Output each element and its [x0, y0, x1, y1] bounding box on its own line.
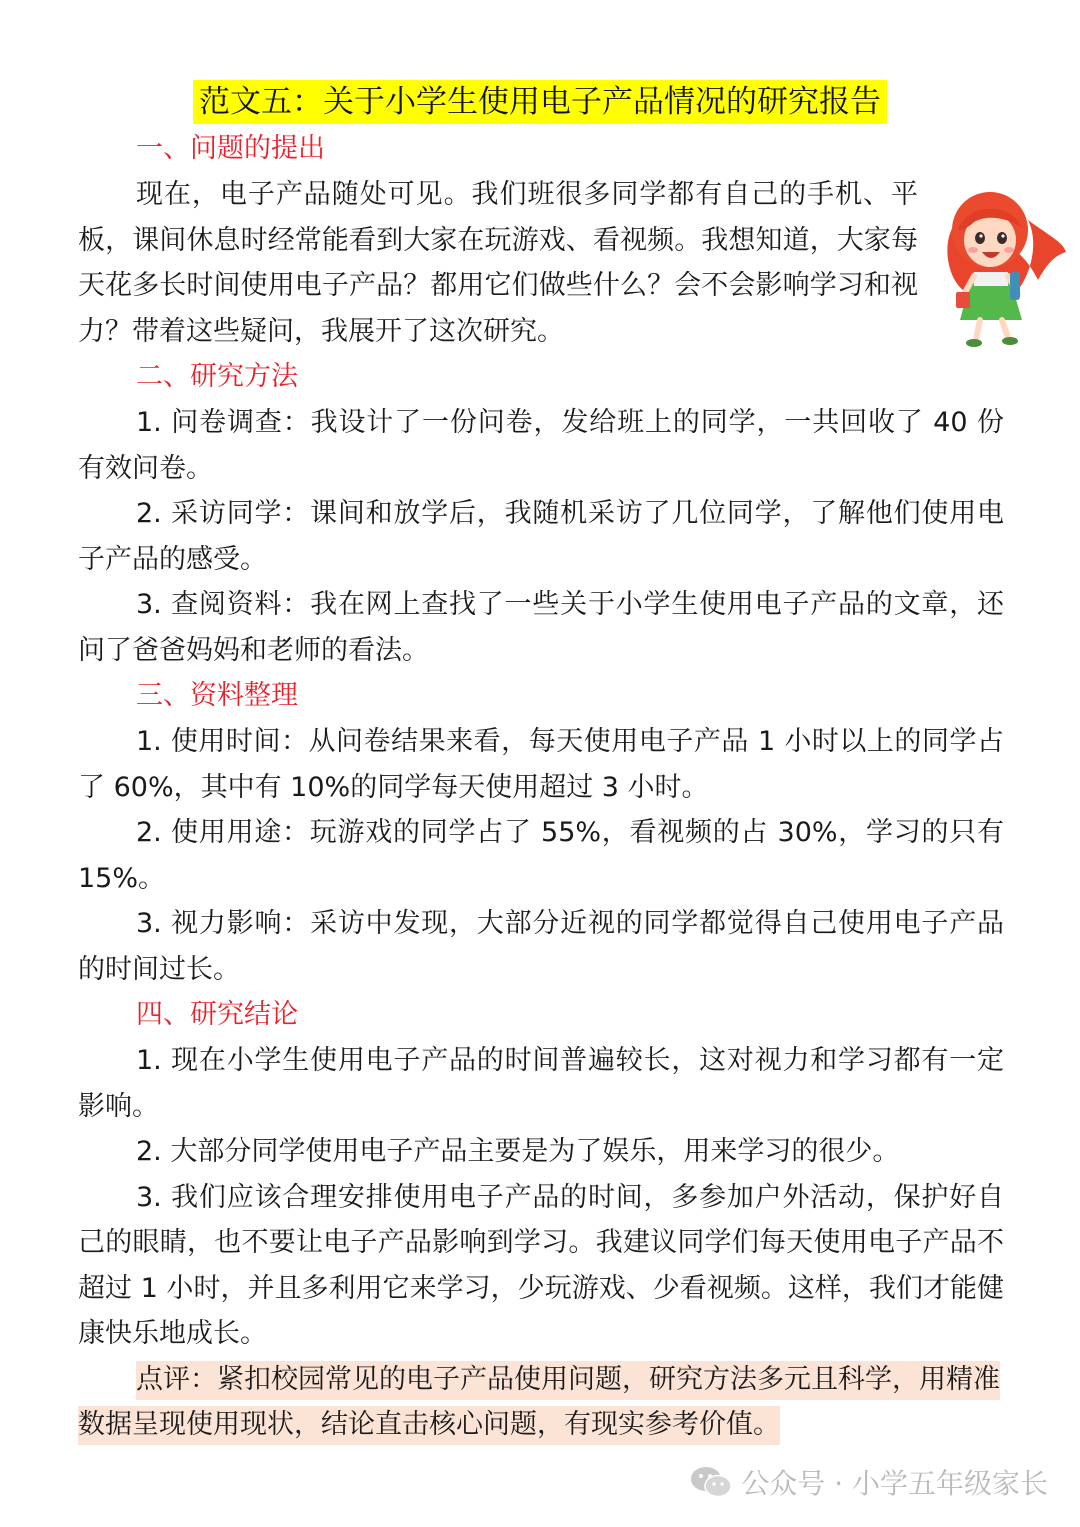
paragraph: 3. 查阅资料：我在网上查找了一些关于小学生使用电子产品的文章，还问了爸爸妈妈和老师的看法。 — [78, 589, 1004, 666]
section-heading: 一、问题的提出 — [136, 133, 325, 164]
comment-text: 点评：紧扣校园常见的电子产品使用问题，研究方法多元且科学，用精准数据呈现使用现状，结论直击核心问题，有现实参考价值。 — [78, 1361, 1000, 1446]
section-data — [78, 673, 1004, 992]
paragraph: 1. 使用时间：从问卷结果来看，每天使用电子产品 1 小时以上的同学占了 60%，其中有 10%的同学每天使用超过 3 小时。 — [78, 726, 1004, 803]
paragraph: 2. 采访同学：课间和放学后，我随机采访了几位同学，了解他们使用电子产品的感受。 — [78, 498, 1004, 575]
footer — [689, 1462, 1048, 1502]
section-heading: 四、研究结论 — [136, 999, 298, 1030]
paragraph: 2. 使用用途：玩游戏的同学占了 55%，看视频的占 30%，学习的只有 15%。 — [78, 817, 1004, 894]
paragraph: 1. 现在小学生使用电子产品的时间普遍较长，这对视力和学习都有一定影响。 — [78, 1045, 1004, 1122]
paragraph: 3. 我们应该合理安排使用电子产品的时间，多参加户外活动，保护好自己的眼睛，也不要让电子产品影响到学习。我建议同学们每天使用电子产品不超过 1 小时，并且多利用它来学习，少玩游戏、少看视频。这样，我们才能健康快乐地成长。 — [78, 1181, 1004, 1349]
section-heading: 二、研究方法 — [136, 361, 298, 392]
section-problem — [78, 126, 1004, 354]
paragraph: 2. 大部分同学使用电子产品主要是为了娱乐，用来学习的很少。 — [136, 1136, 900, 1167]
section-conclusion — [78, 992, 1004, 1357]
section-method — [78, 354, 1004, 673]
footer-text: 公众号 · 小学五年级家长 — [741, 1467, 1048, 1500]
paragraph: 3. 视力影响：采访中发现，大部分近视的同学都觉得自己使用电子产品的时间过长。 — [78, 908, 1004, 985]
comment-block — [78, 1357, 1004, 1448]
paragraph: 1. 问卷调查：我设计了一份问卷，发给班上的同学，一共回收了 40 份有效问卷。 — [78, 407, 1004, 484]
page-title: 范文五：关于小学生使用电子产品情况的研究报告 — [193, 80, 887, 124]
wechat-icon — [689, 1464, 733, 1500]
title-container — [0, 80, 1080, 124]
paragraph: 现在，电子产品随处可见。我们班很多同学都有自己的手机、平板，课间休息时经常能看到大家在玩游戏、看视频。我想知道，大家每天花多长时间使用电子产品？都用它们做些什么？会不会影响学习和视力？带着这些疑问，我展开了这次研究。 — [78, 179, 918, 347]
report-body — [78, 126, 1004, 1448]
section-heading: 三、资料整理 — [136, 680, 298, 711]
